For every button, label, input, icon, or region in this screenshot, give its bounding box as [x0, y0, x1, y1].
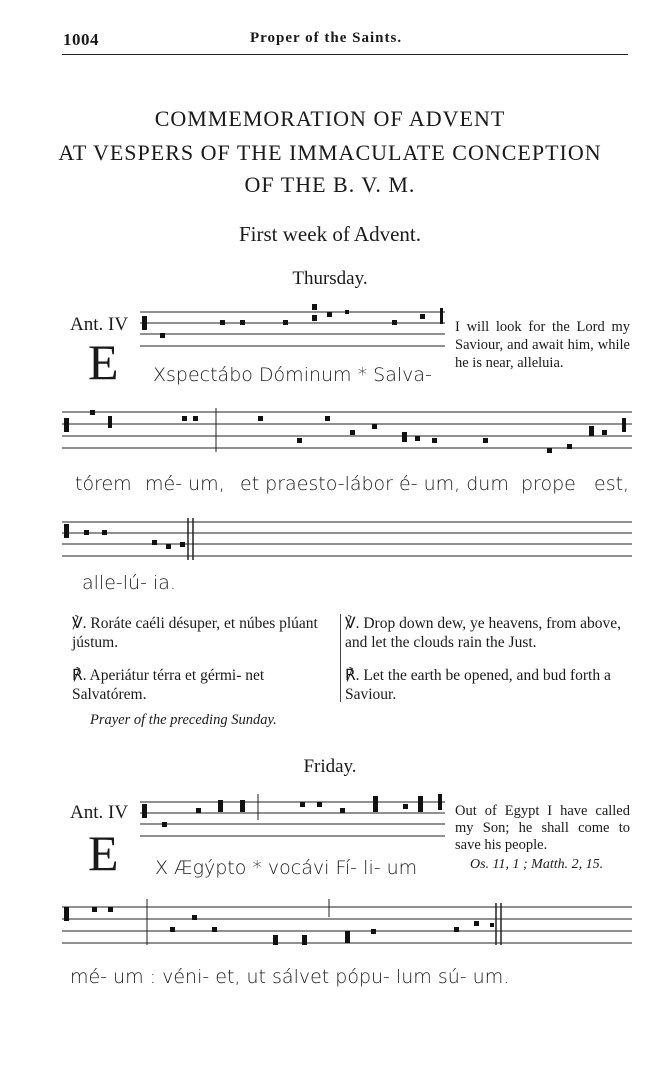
header-rule [62, 54, 628, 55]
friday-lyrics-1: X Ægýpto * vocávi Fí- li- um [155, 857, 418, 879]
page-number: 1004 [63, 30, 99, 49]
friday-staff-1 [140, 790, 445, 845]
friday-staff-2 [62, 895, 632, 955]
latin-response: ℟. Aperiátur térra et gérmi- net Salvatórem. [72, 667, 265, 703]
thursday-initial: E [88, 334, 119, 390]
title-line-3: OF THE B. V. M. [244, 172, 416, 197]
friday-translation: Out of Egypt I have called my Son; he shall come to save his people. [455, 803, 630, 853]
friday-heading: Friday. [303, 756, 357, 777]
title-line-1: COMMEMORATION OF ADVENT [154, 106, 506, 131]
title-line-2: AT VESPERS OF THE IMMACULATE CONCEPTION [58, 140, 602, 165]
english-versicle: ℣. Drop down dew, ye heavens, from above, and let the clouds rain the Just. [345, 615, 622, 651]
friday-lyrics-2: mé- um : véni- et, ut sálvet pópu- lum sú- um. [70, 966, 510, 988]
thursday-lyric-meum: mé- um, [145, 473, 225, 495]
week-heading: First week of Advent. [239, 222, 421, 246]
running-title: Proper of the Saints. [250, 30, 403, 46]
friday-antiphon-label: Ant. IV [70, 802, 129, 823]
column-separator [340, 614, 341, 702]
staff-lines [140, 312, 445, 346]
thursday-lyric-prope: prope [521, 473, 576, 495]
thursday-lyrics-3: alle-lú- ia. [82, 572, 176, 594]
thursday-lyric-praesto: et praesto-lábor [240, 473, 393, 495]
thursday-staff-3 [62, 510, 632, 565]
thursday-staff-2 [62, 400, 632, 460]
thursday-translation: I will look for the Lord my Saviour, and await him, while he is near, alleluia. [455, 319, 630, 371]
friday-initial: E [88, 825, 119, 881]
thursday-lyric-eum: é- um, dum [399, 473, 509, 495]
thursday-heading: Thursday. [292, 268, 368, 289]
friday-reference: Os. 11, 1 ; Matth. 2, 15. [470, 857, 604, 872]
thursday-lyric-est: est, [594, 473, 630, 495]
thursday-lyrics-1: Xspectábo Dóminum * Salva- [153, 364, 432, 386]
prayer-note: Prayer of the preceding Sunday. [90, 712, 277, 728]
thursday-antiphon-label: Ant. IV [70, 314, 129, 335]
thursday-lyric-torem: tórem [75, 473, 132, 495]
latin-versicle: ℣. Roráte caéli désuper, et núbes plúant jústum. [72, 615, 318, 651]
thursday-staff-1 [140, 300, 445, 360]
english-response: ℟. Let the earth be opened, and bud forth a Saviour. [345, 667, 611, 703]
